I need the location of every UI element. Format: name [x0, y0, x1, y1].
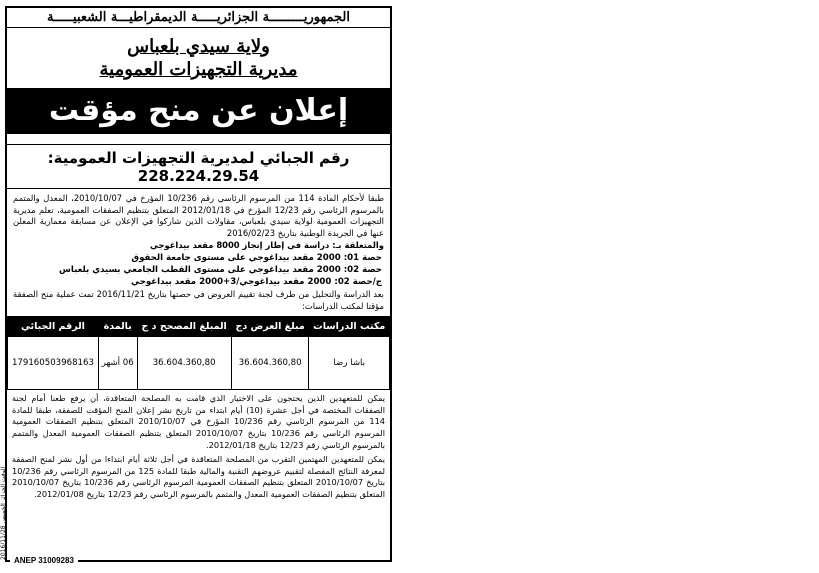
table-row	[8, 337, 390, 390]
intro-paragraph: طبقا لأحكام المادة 114 من المرسوم الرئاسي رقم 10/236 المؤرخ في 2010/10/07، المعدل والمتمم بالمرسوم الرئاسي رقم 12/23 المؤرخ في 2012/01/18 المتعلق بتنظيم الصفقات العمومية، تعلم مديرية التجهيزات العمومية لولاية سيدي بلعباس، مقاولات الذين شاركوا في الإعلان عن مسابقة معمارية المعلن عنها في الجريدة الوطنية بتاريخ 2016/02/23	[13, 193, 385, 238]
lot-2: حصة 02: 2000 مقعد بيداغوجي على مستوى القطب الجامعي بسيدي بلعباس	[59, 264, 382, 275]
col-duration: بالمدة	[98, 317, 137, 337]
subject-line: والمتعلقة بـ: دراسة في إطار إنجاز 8000 مقعد بيداغوجي	[149, 240, 384, 251]
table-header-row	[8, 317, 390, 337]
award-table	[7, 316, 390, 390]
col-tax: الرقم الجبائي	[8, 317, 99, 337]
divider	[7, 27, 390, 28]
award-paragraph: بعد الدراسة والتحليل من طرف لجنة تقييم العروض في حصتها بتاريخ 2016/11/21 تمت عملية منح الصفقة مؤقتا لمكتب الدراسات:	[13, 288, 385, 311]
cell-office: باشا رضا	[309, 337, 390, 390]
notice-frame	[5, 6, 392, 562]
wilaya-name: ولاية سيدي بلعباس	[127, 36, 270, 57]
anep-reference: ANEP 31009283	[10, 556, 78, 565]
cell-corrected: 36.604.360,80	[137, 337, 231, 390]
fiscal-number: 228.224.29.54	[137, 167, 260, 185]
lot-1: حصة 01: 2000 مقعد بيداغوجي على مستوى جامعة الحقوق	[131, 252, 382, 263]
cell-tax: 179160503968163	[8, 337, 99, 390]
appeal-paragraph: يمكن للمتعهدين الذين يحتجون على الاختيار الذي قامت به المصلحة المتعاقدة، أن يرفع طعنا أمام لجنة الصفقات المختصة في أجل عشرة (10) أيام ابتداء من تاريخ نشر إعلان المنح المؤقت للصفقة، طبقا للمادة 114 من المرسوم الرئاسي رقم 10/236 المؤرخ في 2010/10/07 المتعلق بتنظيم الصفقات العمومية المرسوم الرئاسي رقم 10/236 بتاريخ 2010/10/07 المتعلق بتنظيم الصفقات العمومية المعدل والمتمم بالمرسوم الرئاسي رقم 12/23 بتاريخ 2012/01/18.	[12, 393, 385, 450]
fiscal-number-line	[7, 144, 390, 189]
direction-name: مديرية التجهيزات العمومية	[99, 59, 298, 80]
side-stamp-text: 2016/11/28 الوقت الجزائر الخميس	[0, 466, 7, 560]
fiscal-label: رقم الجبائي لمديرية التجهيزات العمومية:	[47, 149, 350, 167]
col-office: مكتب الدراسات	[309, 317, 390, 337]
lots-list	[7, 252, 390, 288]
notice-title: إعلان عن منح مؤقت	[7, 88, 390, 134]
cell-duration: 06 أشهر	[98, 337, 137, 390]
col-corrected: المبلغ المصحح د ج	[137, 317, 231, 337]
col-offer: مبلغ العرض دج	[231, 317, 309, 337]
side-stamp	[0, 466, 7, 560]
lot-3: ج/حصة 02: 2000 مقعد بيداغوجي/3+2000 مقعد بيداغوجي	[131, 276, 382, 287]
cell-offer: 36.604.360,80	[231, 337, 309, 390]
republic-heading: الجمهوريـــــــــة الجزائريـــــة الديمقراطيـــة الشعبيـــــة	[47, 10, 350, 25]
results-paragraph: يمكن للمتعهدين المهتمين التقرب من المصلحة المتعاقدة في أجل ثلاثة أيام ابتداءا من أول نشر لمنح الصفقة لمعرفة النتائج المفصلة لتقييم عروضهم التقنية والمالية طبقا للمادة 125 من المرسوم الرئاسي رقم 10/236 بتاريخ 2010/10/07 المتعلق بتنظيم الصفقات العمومية المرسوم الرئاسي رقم 10/236 بتاريخ 2010/10/07 المتعلق بتنظيم الصفقات العمومية المعدل والمتمم بالمرسوم الرئاسي رقم 12/23 بتاريخ 2012/01/08.	[12, 454, 386, 499]
